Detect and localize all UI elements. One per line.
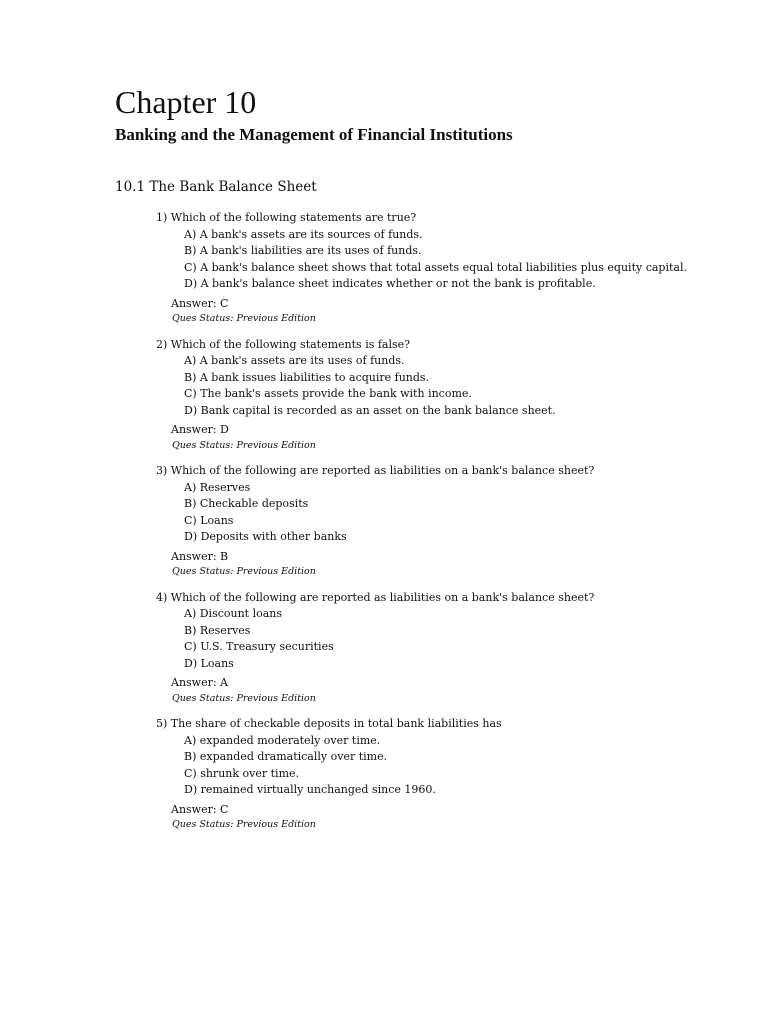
question-status: Ques Status: Previous Edition <box>172 439 316 451</box>
option-list <box>156 353 756 419</box>
option-c: C) Loans <box>184 513 234 527</box>
option-d: D) remained virtually unchanged since 1960. <box>184 783 436 796</box>
chapter-title: Chapter 10 <box>115 84 257 120</box>
option-c: C) U.S. Treasury securities <box>184 640 334 653</box>
option-d: D) A bank's balance sheet indicates whether or not the bank is profitable. <box>184 277 596 290</box>
option-list <box>156 227 756 293</box>
option-b: B) expanded dramatically over time. <box>184 750 388 763</box>
question-1 <box>156 210 756 326</box>
question-stem: 2) Which of the following statements is false? <box>156 337 411 351</box>
option-d: D) Deposits with other banks <box>184 530 347 543</box>
option-list <box>156 606 756 672</box>
option-list <box>156 480 756 546</box>
answer-line: Answer: B <box>171 549 229 563</box>
question-status: Ques Status: Previous Edition <box>172 566 316 577</box>
question-status: Ques Status: Previous Edition <box>172 819 316 830</box>
answer-line: Answer: C <box>171 802 229 816</box>
question-3 <box>156 463 756 579</box>
option-b: B) A bank's liabilities are its uses of funds. <box>184 244 422 257</box>
question-4 <box>156 590 756 706</box>
option-a: A) expanded moderately over time. <box>184 733 381 747</box>
option-a: A) A bank's assets are its sources of funds. <box>184 227 423 241</box>
option-c: C) A bank's balance sheet shows that total assets equal total liabilities plus equity capital. <box>184 260 687 274</box>
answer-line: Answer: C <box>171 296 229 310</box>
question-stem: 4) Which of the following are reported as liabilities on a bank's balance sheet? <box>156 590 595 604</box>
question-stem: 3) Which of the following are reported as liabilities on a bank's balance sheet? <box>156 464 595 477</box>
answer-line: Answer: D <box>171 423 229 436</box>
section-heading: 10.1 The Bank Balance Sheet <box>115 179 317 195</box>
question-stem: 1) Which of the following statements are true? <box>156 211 417 224</box>
option-a: A) Discount loans <box>184 607 283 620</box>
option-b: B) A bank issues liabilities to acquire funds. <box>184 370 430 384</box>
question-2 <box>156 337 756 453</box>
question-5 <box>156 716 756 832</box>
question-list <box>156 210 756 843</box>
option-list <box>156 733 756 799</box>
option-d: D) Bank capital is recorded as an asset on the bank balance sheet. <box>184 403 556 417</box>
question-status: Ques Status: Previous Edition <box>172 692 316 704</box>
question-status: Ques Status: Previous Edition <box>172 313 316 324</box>
option-d: D) Loans <box>184 656 234 670</box>
chapter-subtitle: Banking and the Management of Financial Institutions <box>115 125 513 144</box>
answer-line: Answer: A <box>171 676 229 689</box>
option-c: C) shrunk over time. <box>184 766 300 780</box>
option-a: A) A bank's assets are its uses of funds. <box>184 354 405 367</box>
option-b: B) Reserves <box>184 623 251 637</box>
option-a: A) Reserves <box>184 480 251 494</box>
option-c: C) The bank's assets provide the bank with income. <box>184 387 472 400</box>
question-stem: 5) The share of checkable deposits in total bank liabilities has <box>156 717 502 730</box>
option-b: B) Checkable deposits <box>184 497 309 510</box>
